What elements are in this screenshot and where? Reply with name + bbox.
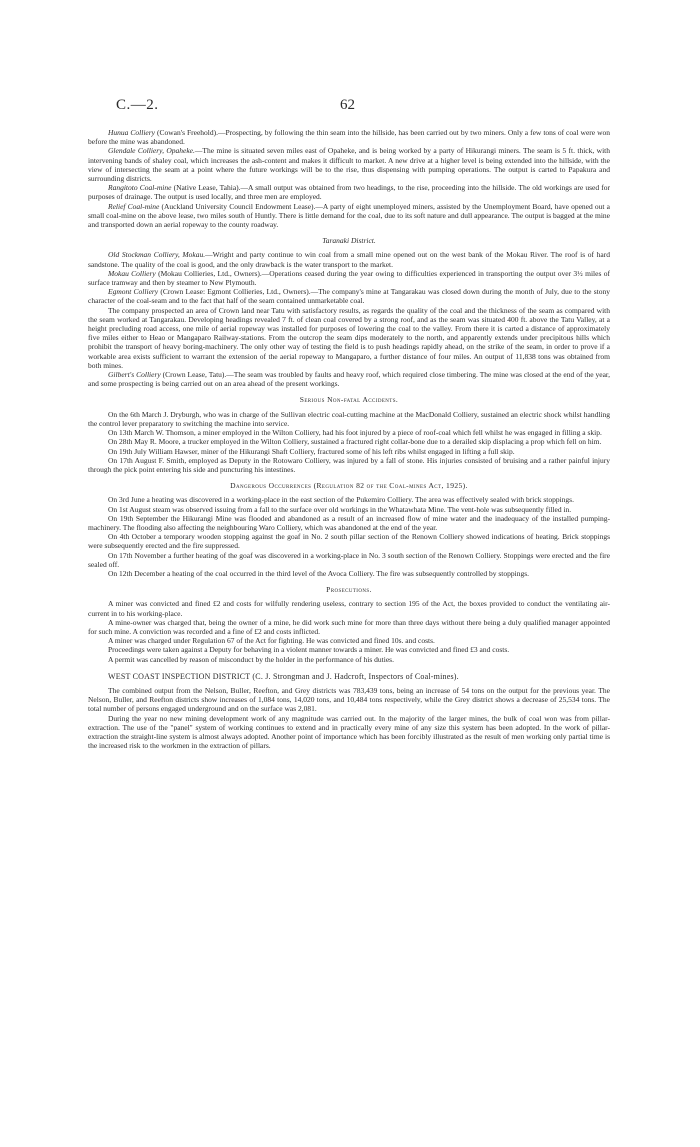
paragraph — [88, 551, 610, 569]
paragraph-text: On 13th March W. Thomson, a miner employed in the Wilton Colliery, had his foot injured by a piece of roof-coal which fell whilst he was engaged in filling a skip. — [108, 428, 602, 438]
page-number: 62 — [340, 97, 355, 113]
paragraph-text: On 1st August steam was observed issuing from a fall to the surface over old workings in the Whatawhata Mine. The vent-hole was subsequently filled in. — [108, 504, 572, 514]
paragraph-text: On 19th September the Hikurangi Mine was flooded and abandoned as a result of an increased flow of mine water and the inadequacy of the installed pumping-machinery. The flooding also affecting the neighbouring Waro Colliery, which was abandoned at the end of the year. — [88, 513, 610, 532]
section-heading: Serious Non-fatal Accidents. — [299, 395, 399, 405]
paragraph-lead: Glendale Colliery, Opaheke. — [108, 146, 195, 156]
paragraph-text: (Auckland University Council Endowment Lease).—A party of eight unemployed miners, assisted by the Unemployment Board, have opened out a small coal-mine on the above lease, two miles south of Huntly. There is little demand for the coal, due to its soft nature and dull appearance. The output is bagged at the mine and transported down an aerial ropeway to the county roadway. — [88, 201, 611, 230]
paragraph — [88, 495, 610, 504]
paragraph — [88, 183, 610, 201]
paragraph — [88, 636, 610, 645]
paragraph-lead: Hunua Colliery — [108, 128, 155, 137]
section-heading: WEST COAST INSPECTION DISTRICT (C. J. Strongman and J. Hadcroft, Inspectors of Coal-mines). — [108, 671, 459, 681]
paragraph — [88, 599, 610, 617]
page-header — [88, 97, 610, 119]
paragraph — [88, 714, 610, 751]
paragraph — [88, 410, 610, 428]
paragraph-text: On 17th November a further heating of the goaf was discovered in a working-place in No. 3 south section of the Renown Colliery. Stoppings were erected and the fire sealed off. — [88, 550, 610, 569]
section-heading: Dangerous Occurrences (Regulation 82 of the Coal-mines Act, 1925). — [230, 481, 468, 491]
document-reference: C.—2. — [116, 97, 159, 113]
paragraph-text: The company prospected an area of Crown land near Tatu with satisfactory results, as regards the quality of the coal and the thickness of the seam as compared with the seam worked at Tangarakau. Developing headings revealed 7 ft. of clean coal covered by a strong roof, and as the seam was situated 400 ft. above the Tatu Valley, at a height precluding road access, one mile of aerial ropeway was installed for purposes of lowering the coal to the valley. From there it is carted a distance of approximately five miles either to Heao or Mangaparo Railway-stations. From the outcrop the seam dips moderately to the north, and apparently extends under precipitous hills which prohibit the transport of heavy boring-machinery. The only other way of testing the field is to push headings rapidly ahead, on the strike of the seam, in order to prove if a workable area exists sufficient to warrant the extension of the aerial ropeway to Mangaparo, a further distance of four miles. An output of 11,838 tons was obtained from both mines. — [88, 305, 610, 370]
paragraph-text: On 19th July William Hawser, miner of the Hikurangi Shaft Colliery, fractured some of his left ribs whilst engaged in lifting a full skip. — [108, 446, 515, 456]
document-page — [88, 97, 610, 750]
paragraph — [88, 655, 610, 664]
paragraph — [88, 306, 610, 370]
paragraph — [88, 269, 610, 287]
paragraph-text: —The mine is situated seven miles east of Opaheke, and is being worked by a party of Hikurangi miners. The seam is 5 ft. thick, with intervening bands of shaley coal, which increases the ash-content and makes it difficult to market. A new drive at a higher level is being extended into the hillside, with the view of intersecting the seam at a point where the future workings will be to the rise, thus dispensing with pumping operations. The output is carted to Papakura and surrounding districts. — [88, 146, 610, 184]
paragraph-text: —Wright and party continue to win coal from a small mine opened out on the west bank of the Mokau River. The roof is of hard sandstone. The quality of the coal is good, and the only drawback is the water transport to the market. — [88, 250, 610, 269]
paragraph-text: On 28th May R. Moore, a trucker employed in the Wilton Colliery, sustained a fractured right collar-bone due to a derailed skip displacing a prop which fell on him. — [108, 437, 602, 447]
section-heading: Taranaki District. — [322, 236, 376, 246]
document-body — [88, 128, 610, 750]
paragraph-text: Proceedings were taken against a Deputy for behaving in a violent manner towards a miner. He was convicted and fined £3 and costs. — [108, 645, 510, 655]
paragraph — [88, 128, 610, 146]
paragraph — [88, 505, 610, 514]
paragraph-text: A mine-owner was charged that, being the owner of a mine, he did work such mine for more than three days without there being a duly qualified manager appointed for such mine. A conviction was recorded and a fine of £2 and costs inflicted. — [88, 617, 610, 636]
paragraph — [88, 514, 610, 532]
paragraph-text: On 4th October a temporary wooden stopping against the goaf in No. 2 south pillar section of the Renown Colliery showed indications of heating. Brick stoppings were subsequently erected and the fire suppressed. — [88, 532, 610, 551]
paragraph-text: (Native Lease, Tahia).—A small output was obtained from two headings, to the rise, proceeding into the hillside. The old workings are used for purposes of drainage. The output is used locally, and three men are employed. — [88, 183, 610, 202]
paragraph-lead: Egmont Colliery — [108, 287, 159, 297]
paragraph-text: A miner was convicted and fined £2 and costs for wilfully rendering useless, contrary to section 195 of the Act, the boxes provided to conduct the ventilating air-current in to his working-place. — [88, 599, 610, 618]
paragraph — [88, 532, 610, 550]
paragraph — [88, 686, 610, 714]
paragraph — [88, 569, 610, 578]
paragraph-text: (Crown Lease, Tatu).—The seam was troubled by faults and heavy roof, which required close timbering. The mine was closed at the end of the year, and some prospecting is being carried out on an area ahead of the present workings. — [88, 370, 610, 389]
section-heading: Prosecutions. — [326, 585, 372, 595]
paragraph-text: (Crown Lease: Egmont Collieries, Ltd., Owners).—The company's mine at Tangarakau was closed down during the month of July, due to the stony character of the coal-seam and to the fact that half of the seam contained unmarketable coal. — [88, 287, 610, 306]
paragraph-text: A miner was charged under Regulation 67 of the Act for fighting. He was convicted and fined 10s. and costs. — [108, 636, 435, 646]
paragraph-lead: Old Stockman Colliery, Mokau. — [108, 250, 206, 260]
paragraph — [88, 146, 610, 183]
paragraph — [88, 645, 610, 654]
paragraph — [88, 437, 610, 446]
paragraph — [88, 428, 610, 437]
paragraph-text: On 12th December a heating of the coal occurred in the third level of the Avoca Colliery. The fire was subsequently controlled by stoppings. — [108, 568, 529, 578]
paragraph-text: (Mokau Collieries, Ltd., Owners).—Operations ceased during the year owing to difficulties experienced in transporting the output over 3½ miles of surface tramway and then by steamer to New Plymouth. — [88, 268, 610, 288]
paragraph-text: On 17th August F. Smith, employed as Deputy in the Rotowaro Colliery, was injured by a fall of stone. His injuries consisted of bruising and a rather painful injury through the pick point entering his side and puncturing his intestines. — [88, 455, 610, 474]
paragraph — [88, 618, 610, 636]
paragraph — [88, 287, 610, 305]
paragraph — [88, 456, 610, 474]
paragraph-lead: Relief Coal-mine — [108, 201, 160, 211]
paragraph-text: On 3rd June a heating was discovered in a working-place in the east section of the Pukemiro Colliery. The area was effectively sealed with brick stoppings. — [108, 495, 574, 505]
paragraph — [88, 202, 610, 230]
paragraph-text: A permit was cancelled by reason of misconduct by the holder in the performance of his duties. — [108, 654, 394, 664]
paragraph-lead: Rangitoto Coal-mine — [108, 183, 172, 193]
paragraph-lead: Mokau Colliery — [108, 268, 156, 278]
paragraph-lead: Gilbert's Colliery — [108, 370, 161, 380]
paragraph-text: During the year no new mining development work of any magnitude was carried out. In the majority of the larger mines, the bulk of coal won was from pillar-extraction. The use of the "panel" system of working continues to extend and in practically every mine of any size this system has been adopted. In the work of pillar-extraction the straight-line system is almost always adopted. Another point of importance which has been forcibly illustrated as the result of men working only partial time is the increased risk to the workmen in the extraction of pillars. — [88, 713, 610, 751]
paragraph — [88, 250, 610, 268]
paragraph — [88, 370, 610, 388]
paragraph-text: The combined output from the Nelson, Buller, Reefton, and Grey districts was 783,439 tons, being an increase of 54 tons on the output for the previous year. The Nelson, Buller, and Reefton districts show increases of 1,084 tons, 14,020 tons, and 10,484 tons respectively, while the Grey district shows a decrease of 25,534 tons. The total number of persons engaged underground and on the surface was 2,081. — [88, 685, 610, 714]
paragraph-text: On the 6th March J. Dryburgh, who was in charge of the Sullivan electric coal-cutting machine at the MacDonald Colliery, sustained an electric shock whilst handling the control lever preparatory to switching the machine into service. — [88, 409, 610, 428]
paragraph-text: (Cowan's Freehold).—Prospecting, by following the thin seam into the hillside, has been carried out by two miners. Only a few tons of coal were won before the mine was abandoned. — [88, 128, 610, 147]
paragraph — [88, 447, 610, 456]
